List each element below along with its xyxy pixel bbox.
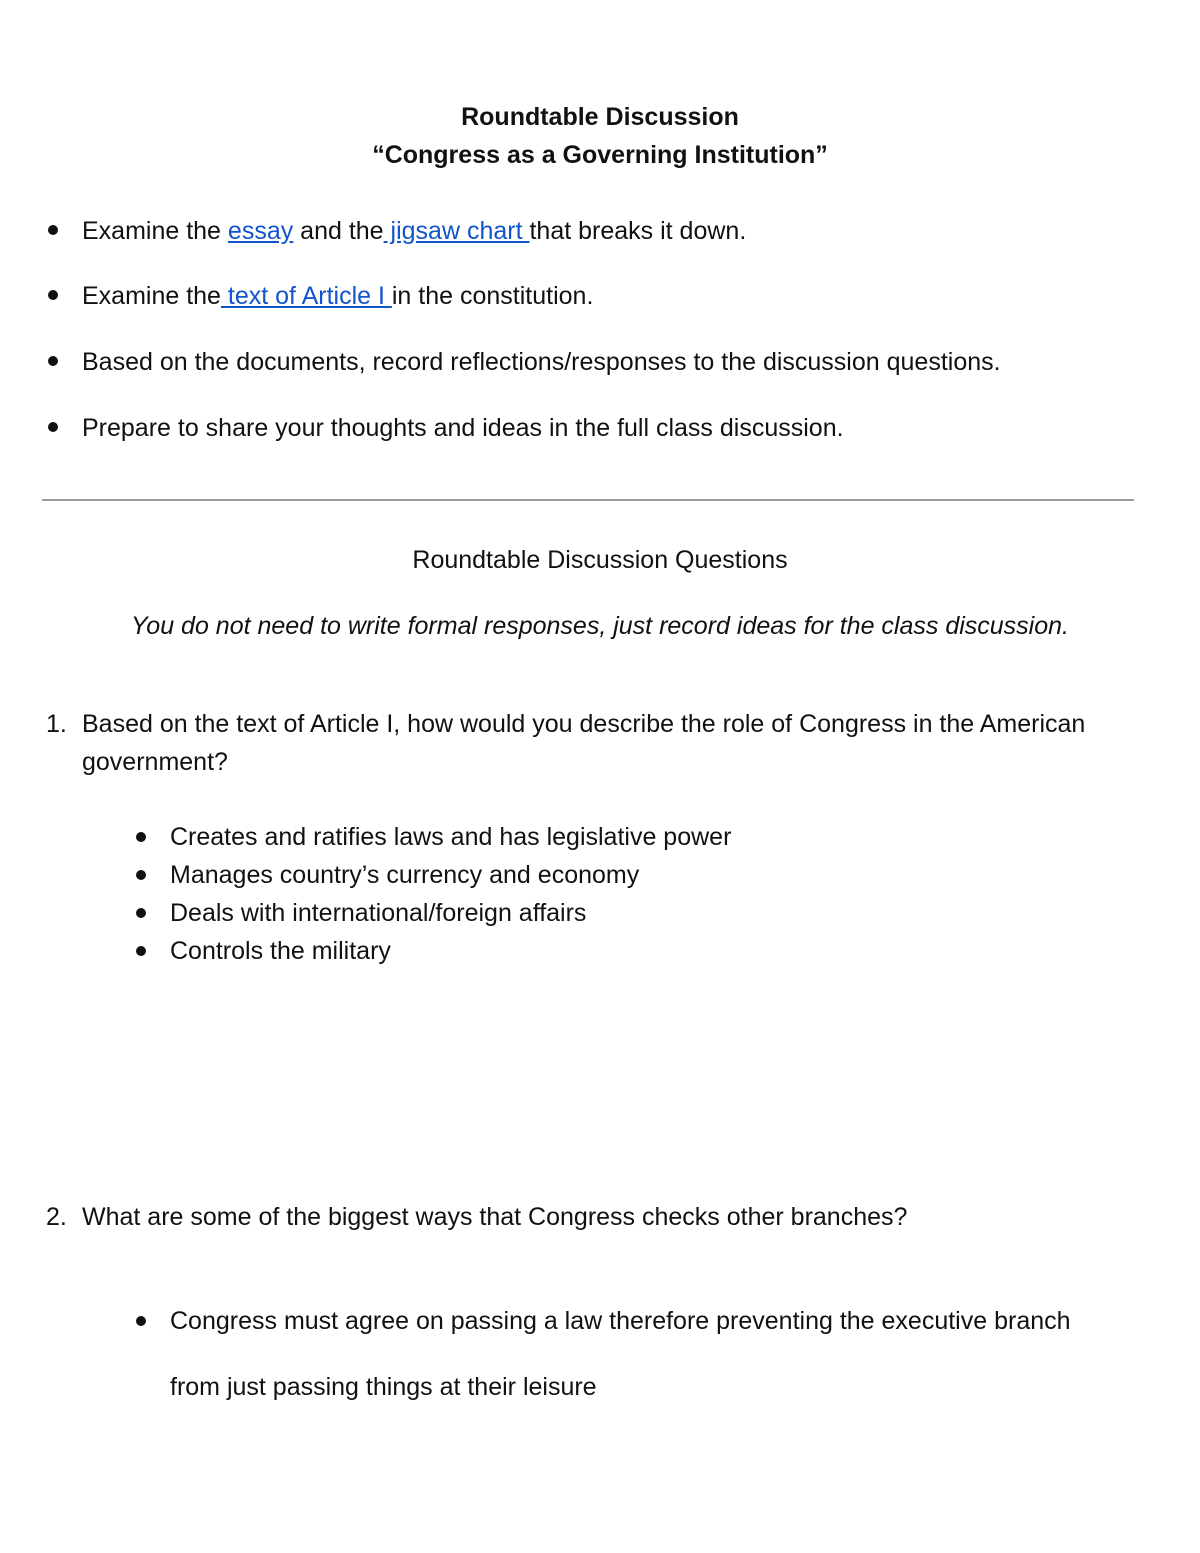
instruction-1-suffix: that breaks it down.	[529, 217, 747, 245]
answer-item	[136, 856, 731, 894]
instruction-item-3	[48, 347, 1001, 377]
bullet-icon	[136, 1316, 146, 1326]
question-text: Based on the text of Article I, how would you describe the role of Congress in the American government?	[82, 710, 1086, 776]
question-2-answer	[136, 1288, 1096, 1420]
answer-text: Controls the military	[170, 937, 391, 965]
horizontal-divider	[42, 499, 1134, 501]
question-2	[46, 1198, 1106, 1236]
bullet-icon	[48, 290, 58, 300]
document-title: Roundtable Discussion	[461, 103, 739, 131]
bullet-icon	[48, 225, 58, 235]
instruction-item-2	[48, 281, 593, 311]
article-i-text-link[interactable]: text of Article I	[220, 282, 392, 310]
question-number: 1.	[46, 710, 67, 738]
bullet-icon	[136, 946, 146, 956]
instruction-item-4	[48, 413, 844, 443]
bullet-icon	[136, 832, 146, 842]
essay-link[interactable]: essay	[227, 217, 294, 245]
answer-item	[136, 894, 731, 932]
bullet-icon	[136, 908, 146, 918]
jigsaw-chart-link[interactable]: jigsaw chart	[383, 217, 530, 245]
answer-item	[136, 818, 731, 856]
instruction-4-text: Prepare to share your thoughts and ideas in the full class discussion.	[82, 414, 844, 442]
answer-text: Manages country’s currency and economy	[170, 861, 640, 889]
instruction-2-prefix: Examine the	[82, 282, 221, 310]
instruction-2-suffix: in the constitution.	[391, 282, 594, 310]
bullet-icon	[136, 870, 146, 880]
question-number: 2.	[46, 1203, 67, 1231]
instruction-3-text: Based on the documents, record reflections/responses to the discussion questions.	[82, 348, 1001, 376]
answer-item	[136, 932, 731, 970]
instruction-item-1	[48, 216, 746, 246]
question-1-answers	[136, 818, 731, 970]
answer-text: Creates and ratifies laws and has legislative power	[170, 823, 732, 851]
questions-note: You do not need to write formal responses, just record ideas for the class discussion.	[131, 612, 1069, 640]
questions-heading: Roundtable Discussion Questions	[412, 546, 788, 574]
answer-text: Congress must agree on passing a law therefore preventing the executive branch from just passing things at their leisure	[170, 1307, 1071, 1401]
document-subtitle: “Congress as a Governing Institution”	[372, 141, 828, 169]
question-1	[46, 705, 1106, 781]
answer-text: Deals with international/foreign affairs	[170, 899, 587, 927]
bullet-icon	[48, 356, 58, 366]
instruction-1-prefix: Examine the	[82, 217, 228, 245]
bullet-icon	[48, 422, 58, 432]
question-text: What are some of the biggest ways that Congress checks other branches?	[82, 1203, 908, 1231]
instruction-1-middle: and the	[293, 217, 384, 245]
